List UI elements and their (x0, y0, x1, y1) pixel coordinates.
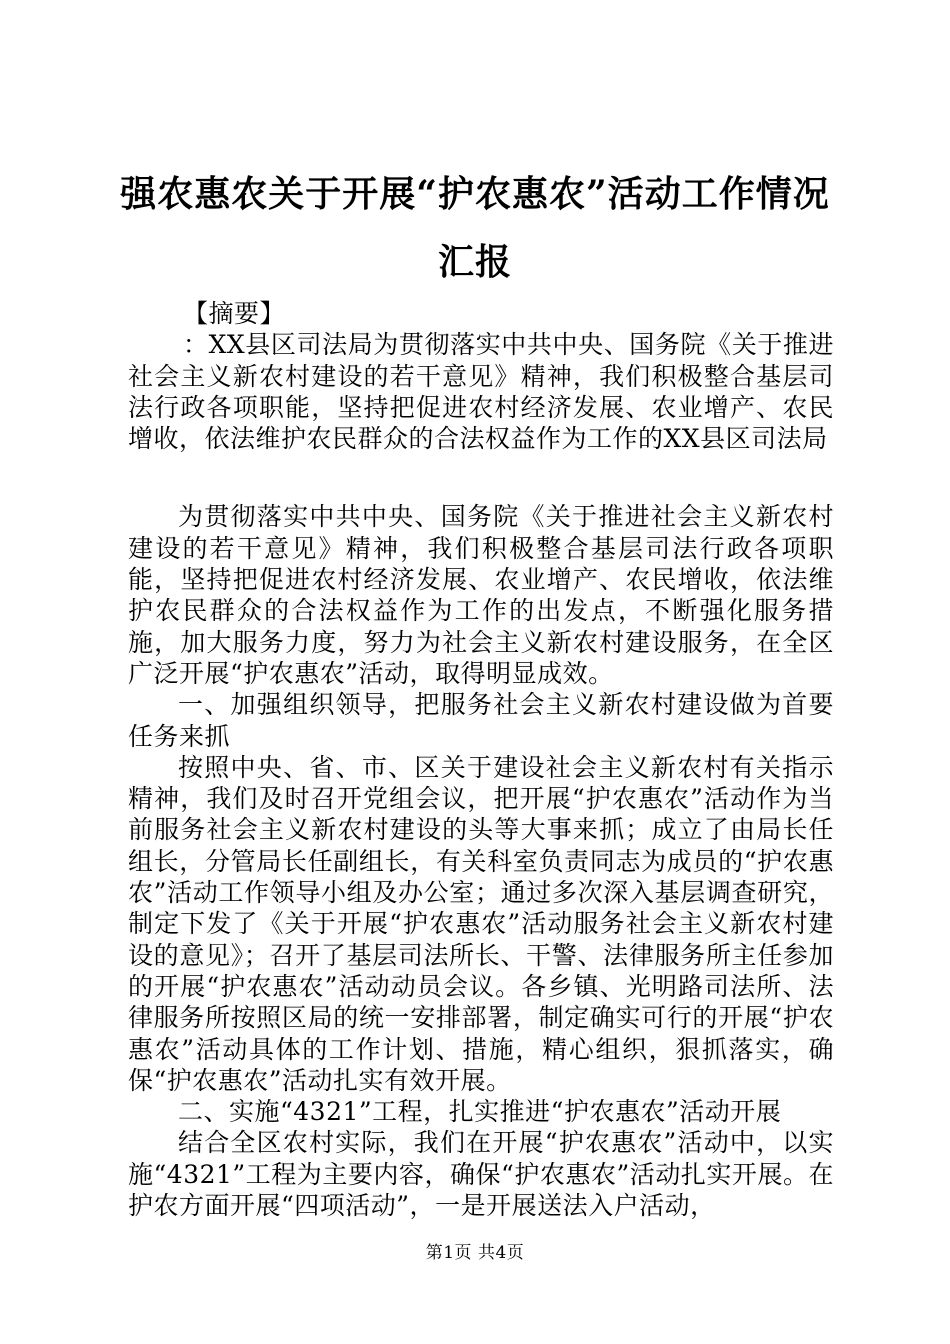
abstract-label: 【摘要】 (183, 299, 286, 328)
paragraph-section-2: 结合全区农村实际，我们在开展“护农惠农”活动中，以实施“4321”工程为主要内容，确保“护农惠农”活动扎实开展。在护农方面开展“四项活动”，一是开展送法入户活动， (128, 1128, 834, 1221)
abstract-text: ：XX县区司法局为贯彻落实中共中央、国务院《关于推进社会主义新农村建设的若干意见》精神，我们积极整合基层司法行政各项职能，坚持把促进农村经济发展、农业增产、农民增收，依法维护农民群众的合法权益作为工作的XX县区司法局 (128, 330, 834, 454)
document-title (110, 160, 840, 296)
paragraph-intro: 为贯彻落实中共中央、国务院《关于推进社会主义新农村建设的若干意见》精神，我们积极整合基层司法行政各项职能，坚持把促进农村经济发展、农业增产、农民增收，依法维护农民群众的合法权益作为工作的出发点，不断强化服务措施，加大服务力度，努力为社会主义新农村建设服务，在全区广泛开展“护农惠农”活动，取得明显成效。 (128, 502, 834, 688)
paragraph-gap (128, 454, 834, 501)
section-heading-2: 二、实施“4321”工程，扎实推进“护农惠农”活动开展 (178, 1097, 782, 1127)
section-heading-1: 一、加强组织领导，把服务社会主义新农村建设做为首要任务来抓 (128, 690, 834, 751)
title-line-2: 汇报 (437, 241, 512, 283)
title-line-1: 强农惠农关于开展“护农惠农”活动工作情况 (120, 173, 830, 215)
paragraph-section-1: 按照中央、省、市、区关于建设社会主义新农村有关指示精神，我们及时召开党组会议，把开展“护农惠农”活动作为当前服务社会主义新农村建设的头等大事来抓；成立了由局长任组长，分管局长任副组长，有关科室负责同志为成员的“护农惠农”活动工作领导小组及办公室；通过多次深入基层调查研究，制定下发了《关于开展“护农惠农”活动服务社会主义新农村建设的意见》；召开了基层司法所长、干警、法律服务所主任参加的开展“护农惠农”活动动员会议。各乡镇、光明路司法所、法律服务所按照区局的统一安排部署，制定确实可行的开展“护农惠农”活动具体的工作计划、措施，精心组织，狠抓落实，确保“护农惠农”活动扎实有效开展。 (128, 752, 834, 1095)
document-body (128, 298, 834, 1221)
page-footer: 第1页 共4页 (425, 1243, 525, 1263)
